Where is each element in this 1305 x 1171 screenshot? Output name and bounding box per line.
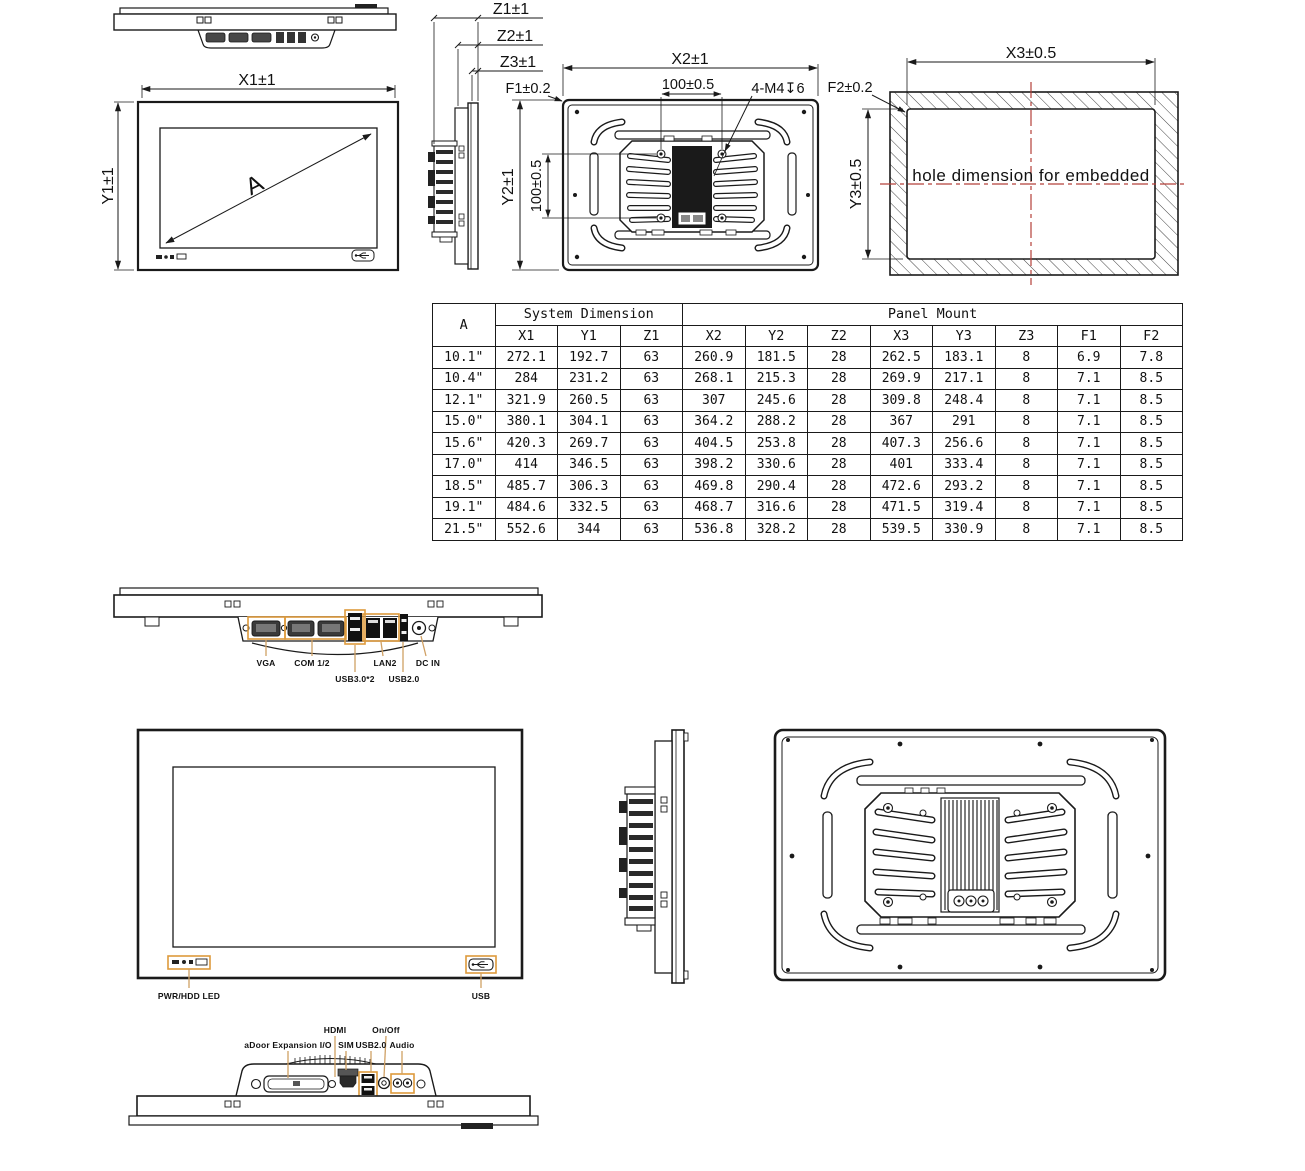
table-header-panel-mount: Panel Mount [683, 304, 1183, 326]
table-cell: 346.5 [558, 454, 621, 476]
table-cell: 63 [620, 476, 683, 498]
table-cell: 10.4" [433, 368, 496, 390]
table-cell: 309.8 [870, 390, 933, 412]
dimension-table-body [433, 347, 1183, 541]
table-cell: 8.5 [1120, 411, 1183, 433]
table-row [433, 476, 1183, 498]
table-cell: 7.1 [1058, 497, 1121, 519]
table-cell: 8.5 [1120, 433, 1183, 455]
dim-y1: Y1±1 [100, 167, 117, 205]
port-label-vga: VGA [256, 658, 276, 668]
table-cell: 183.1 [933, 347, 996, 369]
dim-z1: Z1±1 [492, 1, 530, 18]
table-cell: 291 [933, 411, 996, 433]
table-cell: 407.3 [870, 433, 933, 455]
front-view-lower [138, 730, 522, 1001]
top-view-upper [114, 4, 396, 48]
table-cell: 380.1 [495, 411, 558, 433]
front-view-upper [100, 72, 398, 270]
table-cell: 414 [495, 454, 558, 476]
table-cell: 63 [620, 497, 683, 519]
table-cell: 63 [620, 519, 683, 541]
table-cell: 28 [808, 476, 871, 498]
table-cell: 7.1 [1058, 519, 1121, 541]
table-cell: 63 [620, 347, 683, 369]
table-cell: 8.5 [1120, 454, 1183, 476]
table-row [433, 368, 1183, 390]
dim-y3: Y3±0.5 [848, 158, 865, 210]
table-cell: 344 [558, 519, 621, 541]
table-row [433, 347, 1183, 369]
table-cell: 8.5 [1120, 390, 1183, 412]
table-cell: 256.6 [933, 433, 996, 455]
table-col-x1: X1 [495, 325, 558, 347]
table-cell: 28 [808, 519, 871, 541]
table-cell: 15.6" [433, 433, 496, 455]
table-cell: 8 [995, 411, 1058, 433]
led-label: PWR/HDD LED [157, 991, 221, 1001]
port-label-hdmi: HDMI [323, 1025, 347, 1035]
table-cell: 420.3 [495, 433, 558, 455]
dim-vesa-horizontal: 100±0.5 [661, 77, 715, 93]
port-label-lan: LAN2 [373, 658, 397, 668]
table-cell: 260.5 [558, 390, 621, 412]
table-cell: 7.1 [1058, 390, 1121, 412]
diagonal-size-label: A [241, 169, 268, 201]
dim-f2: F2±0.2 [827, 80, 873, 96]
table-cell: 536.8 [683, 519, 746, 541]
table-cell: 333.4 [933, 454, 996, 476]
table-col-z2: Z2 [808, 325, 871, 347]
table-cell: 28 [808, 347, 871, 369]
table-cell: 8 [995, 454, 1058, 476]
table-cell: 316.6 [745, 497, 808, 519]
table-cell: 260.9 [683, 347, 746, 369]
table-cell: 330.6 [745, 454, 808, 476]
table-row [433, 411, 1183, 433]
table-cell: 8.5 [1120, 368, 1183, 390]
table-cell: 7.1 [1058, 454, 1121, 476]
table-cell: 28 [808, 368, 871, 390]
dim-x1: X1±1 [238, 72, 276, 89]
table-cell: 330.9 [933, 519, 996, 541]
port-label-usb3: USB3.0*2 [335, 674, 375, 684]
table-cell: 272.1 [495, 347, 558, 369]
table-cell: 28 [808, 390, 871, 412]
port-label-dcin: DC IN [415, 658, 441, 668]
table-cell: 8.5 [1120, 497, 1183, 519]
table-cell: 293.2 [933, 476, 996, 498]
table-cell: 304.1 [558, 411, 621, 433]
hole-dimension-view [827, 45, 1188, 285]
table-cell: 468.7 [683, 497, 746, 519]
table-cell: 290.4 [745, 476, 808, 498]
table-cell: 8 [995, 433, 1058, 455]
table-cell: 245.6 [745, 390, 808, 412]
table-cell: 63 [620, 390, 683, 412]
table-cell: 63 [620, 454, 683, 476]
table-cell: 485.7 [495, 476, 558, 498]
table-col-y2: Y2 [745, 325, 808, 347]
usb-label: USB [471, 991, 491, 1001]
table-cell: 288.2 [745, 411, 808, 433]
table-cell: 367 [870, 411, 933, 433]
table-cell: 269.9 [870, 368, 933, 390]
dim-y2: Y2±1 [500, 168, 517, 206]
table-cell: 63 [620, 411, 683, 433]
table-row [433, 433, 1183, 455]
table-cell: 364.2 [683, 411, 746, 433]
table-cell: 8 [995, 519, 1058, 541]
table-cell: 7.1 [1058, 368, 1121, 390]
table-cell: 8.5 [1120, 476, 1183, 498]
table-cell: 192.7 [558, 347, 621, 369]
table-cell: 398.2 [683, 454, 746, 476]
table-cell: 7.1 [1058, 433, 1121, 455]
table-cell: 8.5 [1120, 519, 1183, 541]
table-cell: 8 [995, 476, 1058, 498]
port-label-onoff: On/Off [372, 1025, 400, 1035]
table-row [433, 497, 1183, 519]
io-view-secondary [129, 1025, 538, 1129]
table-cell: 332.5 [558, 497, 621, 519]
table-cell: 215.3 [745, 368, 808, 390]
table-cell: 404.5 [683, 433, 746, 455]
table-cell: 28 [808, 433, 871, 455]
table-cell: 7.1 [1058, 476, 1121, 498]
dim-z2: Z2±1 [496, 28, 534, 45]
table-cell: 401 [870, 454, 933, 476]
port-label-expansion: aDoor Expansion I/O [244, 1040, 332, 1050]
table-cell: 321.9 [495, 390, 558, 412]
side-view-upper [428, 1, 562, 269]
table-cell: 63 [620, 433, 683, 455]
table-cell: 253.8 [745, 433, 808, 455]
table-cell: 484.6 [495, 497, 558, 519]
io-view-primary [114, 588, 542, 684]
table-cell: 8 [995, 390, 1058, 412]
table-cell: 269.7 [558, 433, 621, 455]
dim-z3: Z3±1 [499, 54, 537, 71]
table-cell: 28 [808, 411, 871, 433]
table-cell: 539.5 [870, 519, 933, 541]
port-label-usb2: USB2.0 [388, 674, 420, 684]
port-label-sim: SIM [338, 1040, 354, 1050]
table-header-size: A [433, 304, 496, 347]
rear-view-lower [775, 730, 1165, 980]
table-cell: 231.2 [558, 368, 621, 390]
table-col-y3: Y3 [933, 325, 996, 347]
table-col-x3: X3 [870, 325, 933, 347]
table-cell: 18.5" [433, 476, 496, 498]
table-cell: 8 [995, 497, 1058, 519]
table-cell: 28 [808, 497, 871, 519]
table-header-system-dimension: System Dimension [495, 304, 683, 326]
dim-f1: F1±0.2 [505, 81, 551, 97]
table-cell: 472.6 [870, 476, 933, 498]
screw-spec-label: 4-M4↧6 [751, 81, 805, 97]
table-cell: 10.1" [433, 347, 496, 369]
table-cell: 8 [995, 368, 1058, 390]
dim-vesa-vertical: 100±0.5 [529, 159, 545, 213]
side-view-lower [619, 730, 688, 983]
table-cell: 469.8 [683, 476, 746, 498]
table-col-x2: X2 [683, 325, 746, 347]
table-col-f2: F2 [1120, 325, 1183, 347]
table-cell: 7.1 [1058, 411, 1121, 433]
table-cell: 12.1" [433, 390, 496, 412]
table-cell: 306.3 [558, 476, 621, 498]
table-col-z1: Z1 [620, 325, 683, 347]
dim-x3: X3±0.5 [1005, 45, 1057, 62]
table-cell: 6.9 [1058, 347, 1121, 369]
port-label-audio: Audio [389, 1040, 415, 1050]
port-label-usb2-secondary: USB2.0 [355, 1040, 387, 1050]
table-cell: 248.4 [933, 390, 996, 412]
table-row [433, 519, 1183, 541]
table-cell: 19.1" [433, 497, 496, 519]
port-label-com: COM 1/2 [294, 658, 330, 668]
table-col-y1: Y1 [558, 325, 621, 347]
table-row [433, 454, 1183, 476]
table-cell: 471.5 [870, 497, 933, 519]
table-cell: 28 [808, 454, 871, 476]
table-row [433, 390, 1183, 412]
table-cell: 319.4 [933, 497, 996, 519]
table-cell: 328.2 [745, 519, 808, 541]
table-cell: 284 [495, 368, 558, 390]
table-col-z3: Z3 [995, 325, 1058, 347]
hole-note: hole dimension for embedded [912, 166, 1150, 185]
dimension-table [432, 303, 1182, 541]
table-cell: 262.5 [870, 347, 933, 369]
table-cell: 268.1 [683, 368, 746, 390]
table-cell: 552.6 [495, 519, 558, 541]
table-cell: 8 [995, 347, 1058, 369]
table-cell: 217.1 [933, 368, 996, 390]
table-cell: 63 [620, 368, 683, 390]
table-cell: 7.8 [1120, 347, 1183, 369]
table-col-f1: F1 [1058, 325, 1121, 347]
table-cell: 17.0" [433, 454, 496, 476]
table-cell: 181.5 [745, 347, 808, 369]
table-cell: 21.5" [433, 519, 496, 541]
table-cell: 307 [683, 390, 746, 412]
table-cell: 15.0" [433, 411, 496, 433]
dim-x2: X2±1 [671, 51, 709, 68]
